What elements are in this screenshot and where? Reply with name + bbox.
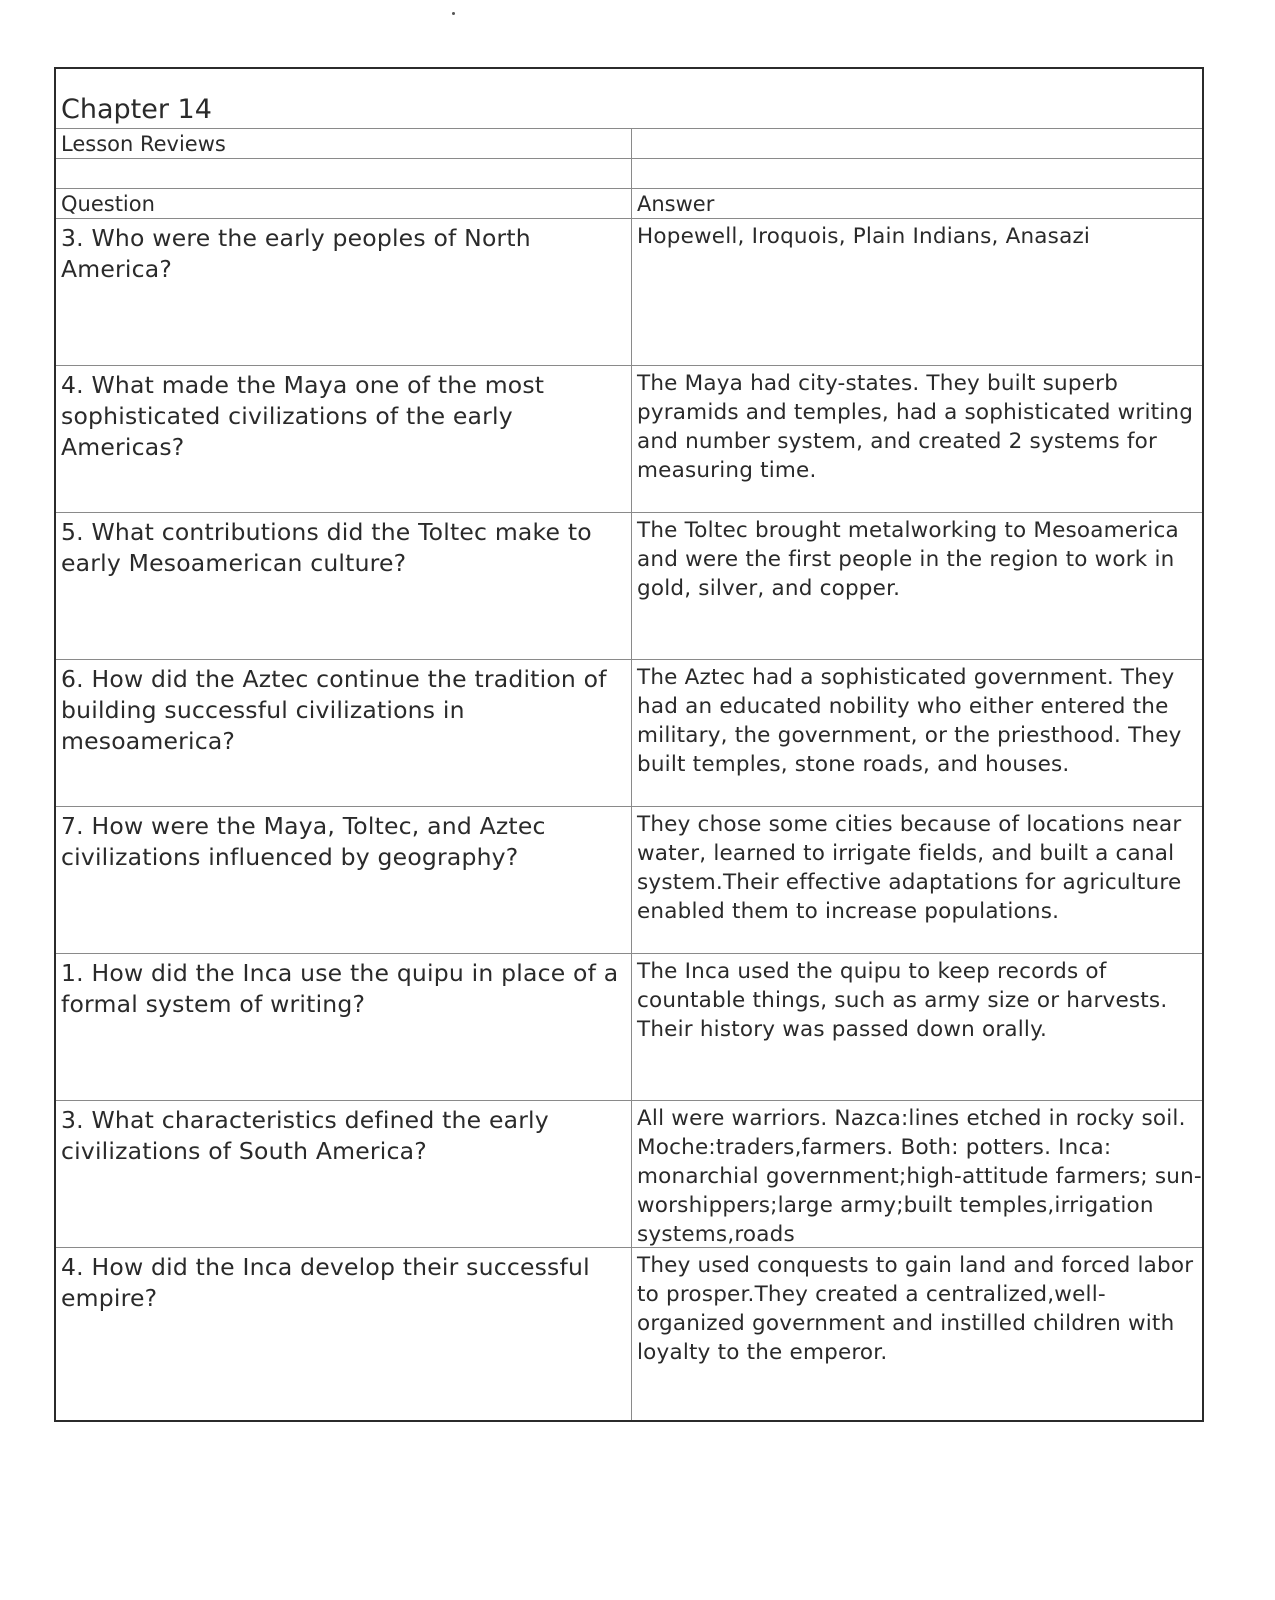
- question-cell: 1. How did the Inca use the quipu in place of a formal system of writing?: [61, 959, 619, 1018]
- question-cell: 4. How did the Inca develop their successful empire?: [61, 1253, 590, 1312]
- lesson-review-table: [54, 67, 1204, 1422]
- scan-speck: [452, 12, 455, 15]
- question-cell: 7. How were the Maya, Toltec, and Aztec civilizations influenced by geography?: [61, 812, 546, 871]
- header-row: [56, 189, 1202, 219]
- question-cell: 4. What made the Maya one of the most sophisticated civilizations of the early Americas?: [61, 371, 545, 461]
- table-row: [56, 660, 1202, 807]
- answer-cell: The Aztec had a sophisticated government. They had an educated nobility who either entered the military, the government, or the priesthood. They built temples, stone roads, and houses.: [631, 660, 1204, 806]
- answer-cell: All were warriors. Nazca:lines etched in rocky soil. Moche:traders,farmers. Both: potters. Inca: monarchial government;high-attitude farmers; sun-worshippers;large army;built temples,irrigation systems,roads: [631, 1101, 1204, 1247]
- table-row: [56, 954, 1202, 1101]
- table-row: [56, 807, 1202, 954]
- chapter-title: Chapter 14: [61, 94, 212, 125]
- spacer-row: [56, 159, 1202, 189]
- answer-cell: The Inca used the quipu to keep records of countable things, such as army size or harvests. Their history was passed down orally.: [631, 954, 1204, 1100]
- question-cell: 5. What contributions did the Toltec make to early Mesoamerican culture?: [61, 518, 592, 577]
- question-cell: 3. What characteristics defined the early civilizations of South America?: [61, 1106, 549, 1165]
- question-cell: 6. How did the Aztec continue the tradition of building successful civilizations in mesoamerica?: [61, 665, 607, 755]
- answer-cell: The Toltec brought metalworking to Mesoamerica and were the first people in the region to work in gold, silver, and copper.: [631, 513, 1204, 659]
- answer-cell: The Maya had city-states. They built superb pyramids and temples, had a sophisticated writing and number system, and created 2 systems for measuring time.: [631, 366, 1204, 512]
- question-header: Question: [61, 192, 155, 216]
- answer-cell: They used conquests to gain land and forced labor to prosper.They created a centralized,well-organized government and instilled children with loyalty to the emperor.: [631, 1248, 1204, 1420]
- answer-cell: They chose some cities because of locations near water, learned to irrigate fields, and built a canal system.Their effective adaptations for agriculture enabled them to increase populations.: [631, 807, 1204, 953]
- table-row: [56, 1101, 1202, 1248]
- table-row: [56, 513, 1202, 660]
- empty-cell: [631, 159, 1204, 188]
- table-row: [56, 1248, 1202, 1420]
- table-row: [56, 366, 1202, 513]
- answer-header: Answer: [631, 189, 1204, 218]
- answer-cell: Hopewell, Iroquois, Plain Indians, Anasazi: [631, 219, 1204, 365]
- lesson-reviews-label: Lesson Reviews: [61, 132, 226, 156]
- empty-cell: [631, 129, 1204, 158]
- question-cell: 3. Who were the early peoples of North America?: [61, 224, 531, 283]
- title-row: [56, 69, 1202, 129]
- empty-cell: [56, 159, 631, 188]
- subtitle-row: [56, 129, 1202, 159]
- table-row: [56, 219, 1202, 366]
